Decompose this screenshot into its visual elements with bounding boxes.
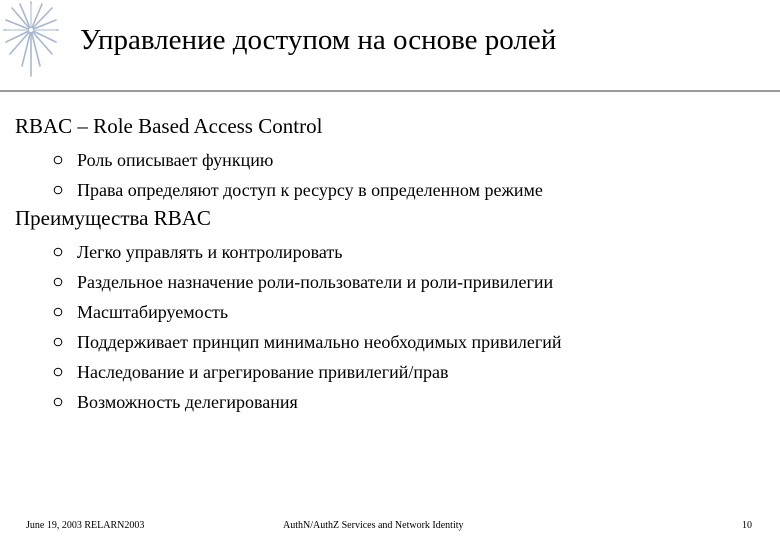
list-item-text: Раздельное назначение роли-пользователи и роли-привилегии — [77, 272, 554, 292]
section-heading-rbac: RBAC – Role Based Access Control — [15, 114, 323, 138]
circle-bullet-icon — [53, 307, 63, 317]
list-item-text: Возможность делегирования — [77, 392, 298, 412]
list-item — [53, 267, 561, 297]
starburst-logo-icon — [0, 0, 62, 78]
circle-bullet-icon — [53, 185, 63, 195]
list-item — [53, 357, 561, 387]
list-item-text: Масштабируемость — [77, 302, 229, 322]
footer-date: June 19, 2003 RELARN2003 — [26, 520, 145, 531]
circle-bullet-icon — [53, 247, 63, 257]
circle-bullet-icon — [53, 155, 63, 165]
circle-bullet-icon — [53, 337, 63, 347]
list-item-text: Права определяют доступ к ресурсу в определенном режиме — [77, 180, 543, 200]
list-item-text: Легко управлять и контролировать — [77, 242, 343, 262]
bullet-list-advantages — [53, 237, 561, 417]
list-item — [53, 145, 543, 175]
slide-title: Управление доступом на основе ролей — [80, 24, 557, 56]
bullet-list-rbac — [53, 145, 543, 205]
page-number: 10 — [742, 520, 752, 531]
section-heading-advantages: Преимущества RBAC — [15, 206, 211, 230]
list-item — [53, 175, 543, 205]
list-item — [53, 327, 561, 357]
circle-bullet-icon — [53, 397, 63, 407]
list-item — [53, 237, 561, 267]
list-item-text: Наследование и агрегирование привилегий/прав — [77, 362, 449, 382]
list-item-text: Поддерживает принцип минимально необходимых привилегий — [77, 332, 562, 352]
footer-title: AuthN/AuthZ Services and Network Identity — [283, 520, 464, 531]
circle-bullet-icon — [53, 367, 63, 377]
circle-bullet-icon — [53, 277, 63, 287]
title-divider — [0, 90, 780, 92]
list-item-text: Роль описывает функцию — [77, 150, 274, 170]
list-item — [53, 387, 561, 417]
list-item — [53, 297, 561, 327]
